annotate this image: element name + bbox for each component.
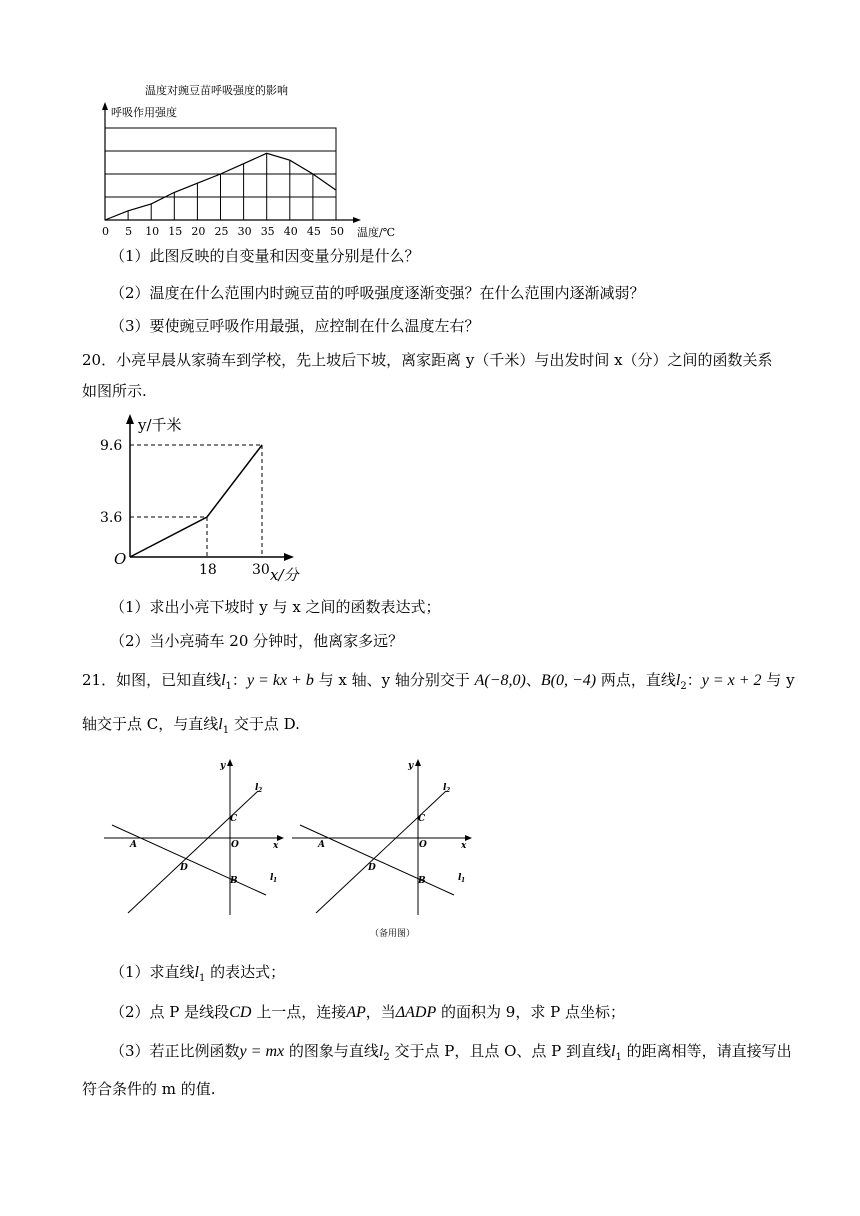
svg-text:x: x bbox=[461, 841, 467, 851]
svg-text:D: D bbox=[368, 863, 376, 873]
graph-tick-y1: 3.6 bbox=[100, 510, 123, 526]
x-tick-label: 45 bbox=[306, 225, 321, 238]
svg-text:O: O bbox=[419, 840, 427, 850]
q20-sub2: （2）当小亮骑车 20 分钟时，他离家多远？ bbox=[110, 632, 404, 650]
x-tick-label: 15 bbox=[168, 225, 183, 238]
spare-figure-caption: （备用图） bbox=[370, 929, 416, 939]
q21-stem-line1: 21．如图，已知直线$l_1$：y = kx + b 与 x 轴、y 轴分别交于 A(−8,0)、B(0, −4) 两点，直线$l_2$：y = x + 2 与 y bbox=[82, 671, 795, 692]
svg-text:C: C bbox=[418, 814, 426, 824]
graph-origin: O bbox=[114, 550, 127, 568]
q19-sub3: （3）要使豌豆呼吸作用最强，应控制在什么温度左右？ bbox=[110, 317, 480, 335]
q20-stem-line2: 如图所示. bbox=[82, 382, 147, 400]
svg-text:B: B bbox=[418, 876, 426, 886]
svg-text:A: A bbox=[130, 840, 137, 850]
x-tick-label: 10 bbox=[145, 225, 160, 238]
chart-title: 温度对豌豆苗呼吸强度的影响 bbox=[145, 84, 288, 97]
q21-sub3-cont: 符合条件的 m 的值. bbox=[82, 1080, 216, 1098]
x-tick-label: 30 bbox=[237, 225, 252, 238]
svg-text:1: 1 bbox=[273, 877, 278, 884]
svg-text:l: l bbox=[255, 783, 259, 793]
q19-sub2: （2）温度在什么范围内时豌豆苗的呼吸强度逐渐变强？在什么范围内逐渐减弱？ bbox=[110, 284, 645, 302]
x-tick-label: 0 bbox=[102, 225, 109, 238]
graph-tick-x2: 30 bbox=[252, 562, 270, 578]
svg-text:l: l bbox=[270, 873, 274, 883]
q21-sub3: （3）若正比例函数y = mx 的图象与直线$l_2$ 交于点 P，且点 O、点 P 到直线$l_1$ 的距离相等，请直接写出 bbox=[110, 1042, 792, 1063]
x-tick-label: 50 bbox=[330, 225, 344, 238]
q19-sub1: （1）此图反映的自变量和因变量分别是什么？ bbox=[110, 247, 420, 265]
q21-sub2: （2）点 P 是线段CD 上一点，连接AP，当ΔADP 的面积为 9，求 P 点坐标； bbox=[110, 1003, 625, 1021]
chart-ylabel: 呼吸作用强度 bbox=[111, 106, 177, 119]
x-tick-label: 35 bbox=[260, 225, 275, 238]
svg-text:l: l bbox=[458, 873, 462, 883]
x-tick-label: 40 bbox=[283, 225, 298, 238]
svg-text:x: x bbox=[273, 841, 279, 851]
graph-ylabel: y/千米 bbox=[138, 416, 182, 434]
svg-text:1: 1 bbox=[461, 877, 466, 884]
graph-xlabel: x/分 bbox=[270, 566, 299, 584]
chart-xlabel: 温度/℃ bbox=[357, 226, 396, 239]
respiration-chart bbox=[95, 78, 395, 238]
svg-text:A: A bbox=[318, 840, 325, 850]
distance-time-graph bbox=[100, 412, 300, 582]
x-tick-label: 25 bbox=[214, 225, 229, 238]
x-tick-label: 5 bbox=[125, 225, 133, 238]
q21-figure-1 bbox=[100, 755, 290, 925]
q20-sub1: （1）求出小亮下坡时 y 与 x 之间的函数表达式； bbox=[110, 598, 441, 616]
q20-stem-line1: 20．小亮早晨从家骑车到学校，先上坡后下坡，离家距离 y（千米）与出发时间 x（分）之间的函数关系 bbox=[82, 351, 773, 369]
x-tick-label: 20 bbox=[191, 225, 206, 238]
svg-text:2: 2 bbox=[446, 787, 451, 794]
svg-text:y: y bbox=[408, 761, 414, 771]
svg-text:C: C bbox=[230, 814, 238, 824]
svg-text:y: y bbox=[220, 761, 226, 771]
q21-sub1: （1）求直线$l_1$ 的表达式； bbox=[110, 963, 286, 984]
svg-text:l: l bbox=[443, 783, 447, 793]
svg-text:2: 2 bbox=[258, 787, 263, 794]
graph-line bbox=[130, 445, 262, 557]
svg-text:B: B bbox=[230, 876, 238, 886]
q21-figure-2 bbox=[288, 755, 478, 940]
graph-tick-x1: 18 bbox=[199, 562, 217, 578]
svg-text:O: O bbox=[231, 840, 239, 850]
graph-tick-y2: 9.6 bbox=[100, 438, 123, 454]
svg-text:D: D bbox=[180, 863, 188, 873]
q21-stem-line2: 轴交于点 C，与直线$l_1$ 交于点 D. bbox=[82, 715, 300, 736]
